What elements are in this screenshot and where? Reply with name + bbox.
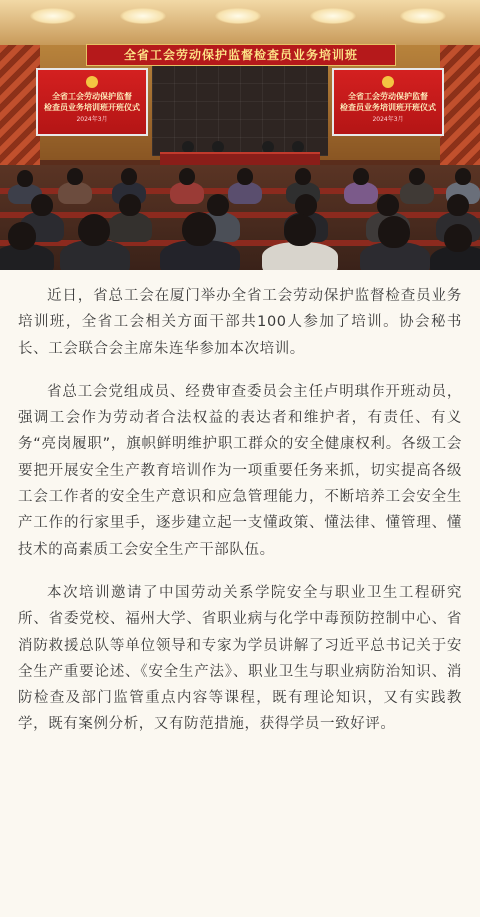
attendee xyxy=(400,182,434,204)
wall-panel-right xyxy=(440,45,480,165)
emblem-icon xyxy=(382,76,394,88)
attendee-head xyxy=(295,194,317,216)
attendee-head xyxy=(444,224,472,252)
ceiling-light xyxy=(30,8,76,24)
emblem-icon xyxy=(86,76,98,88)
attendee-head xyxy=(295,168,311,185)
attendee-head xyxy=(447,194,469,216)
attendee-head xyxy=(378,216,410,248)
attendee xyxy=(344,182,378,204)
attendee-head xyxy=(67,168,83,185)
attendee-head xyxy=(353,168,369,185)
article-paragraph: 省总工会党组成员、经费审查委员会主任卢明琪作开班动员，强调工会作为劳动者合法权益的表达者和维护者，有责任、有义务“亮岗履职”，旗帜鲜明维护职工群众的安全健康权利。各级工会要把开展安全生产教育培训作为一项重要任务来抓，切实提高各级工会工作者的安全生产意识和应急管理能力，不断培养工会安全生产工作的行家里手，逐步建立起一支懂政策、懂法律、懂管理、懂技术的高素质工会安全生产干部队伍。 xyxy=(18,383,462,558)
screen-title-line1: 全省工会劳动保护监督 xyxy=(348,92,428,101)
attendee-head xyxy=(8,222,36,250)
screen-date: 2024年3月 xyxy=(76,116,108,123)
attendee-head xyxy=(31,194,53,216)
screen-date: 2024年3月 xyxy=(372,116,404,123)
attendee-head xyxy=(78,214,110,246)
projection-screen-right xyxy=(332,68,444,136)
screen-title-line1: 全省工会劳动保护监督 xyxy=(52,92,132,101)
attendee-head xyxy=(179,168,195,185)
meeting-photo xyxy=(0,0,480,270)
attendee xyxy=(108,212,152,242)
chair-row xyxy=(0,212,480,218)
attendee-head xyxy=(284,214,316,246)
attendee-head xyxy=(207,194,229,216)
attendee-head xyxy=(409,168,425,185)
screen-title-line2: 检查员业务培训班开班仪式 xyxy=(340,103,436,112)
ceiling-light xyxy=(310,8,356,24)
attendee xyxy=(228,182,262,204)
attendee xyxy=(58,182,92,204)
projection-screen-left xyxy=(36,68,148,136)
article-paragraph: 近日，省总工会在厦门举办全省工会劳动保护监督检查员业务培训班，全省工会相关方面干部共100人参加了培训。协会秘书长、工会联合会主席朱连华参加本次培训。 xyxy=(18,288,462,357)
attendee-head xyxy=(455,168,471,185)
ceiling-light xyxy=(120,8,166,24)
attendee xyxy=(262,242,338,270)
attendee-head xyxy=(377,194,399,216)
ceiling-light xyxy=(400,8,446,24)
meeting-banner: 全省工会劳动保护监督检查员业务培训班 xyxy=(86,44,396,66)
attendee-head xyxy=(237,168,253,185)
ceiling-light xyxy=(215,8,261,24)
attendee-head xyxy=(121,168,137,185)
attendee-head xyxy=(119,194,141,216)
screen-title-line2: 检查员业务培训班开班仪式 xyxy=(44,103,140,112)
attendee-head xyxy=(17,170,33,187)
wall-panel-left xyxy=(0,45,40,165)
attendee xyxy=(170,182,204,204)
article-body xyxy=(18,283,462,755)
article-paragraph: 本次培训邀请了中国劳动关系学院安全与职业卫生工程研究所、省委党校、福州大学、省职业病与化学中毒预防控制中心、省消防救援总队等单位领导和专家为学员讲解了习近平总书记关于安全生产重要论述、《安全生产法》、职业卫生与职业病防治知识、消防检查及部门监管重点内容等课程，既有理论知识，又有实践教学，既有案例分析，又有防范措施，获得学员一致好评。 xyxy=(18,584,462,733)
attendee-head xyxy=(182,212,216,246)
